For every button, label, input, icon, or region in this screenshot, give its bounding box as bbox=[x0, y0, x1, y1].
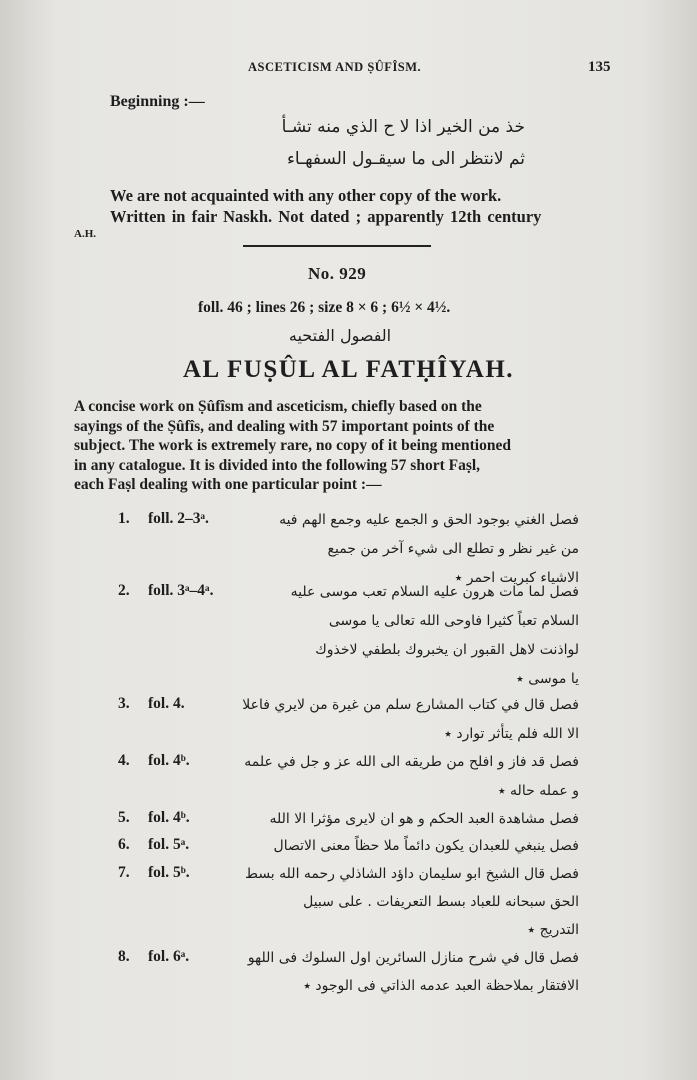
note-line: We are not acquainted with any other copy of the work. bbox=[110, 186, 502, 205]
content-entry-arabic-line: السلام تعباً كثيرا فاوحى الله تعالى يا موسى bbox=[328, 613, 579, 629]
work-title: AL FUṢÛL AL FATḤÎYAH. bbox=[182, 356, 515, 383]
content-entry-arabic-line: الاشياء كبريت احمر ٭ bbox=[454, 570, 579, 586]
content-entry-arabic-line: فصل قال في شرح منازل السائرين اول السلوك فى اللهو bbox=[247, 950, 579, 966]
page-number: 135 bbox=[588, 59, 611, 75]
content-entry-number: 6. bbox=[118, 836, 130, 853]
ah-abbreviation: A.H. bbox=[74, 228, 96, 240]
content-entry-folio: fol. 4ᵇ. bbox=[148, 809, 190, 826]
content-entry-arabic-line: فصل مشاهدة العبد الحكم و هو ان لايرى مؤثرا الا الله bbox=[269, 811, 579, 827]
folio-description: foll. 46 ; lines 26 ; size 8 × 6 ; 6½ × 4½. bbox=[198, 299, 451, 316]
divider-rule bbox=[243, 245, 431, 247]
description-line: in any catalogue. It is divided into the following 57 short Faṣl, bbox=[74, 456, 481, 474]
content-entry-number: 3. bbox=[118, 695, 130, 712]
content-entry-folio: fol. 4. bbox=[148, 695, 185, 712]
content-entry-arabic-line: فصل قد فاز و افلح من طريقه الى الله عز و جل في علمه bbox=[244, 754, 579, 770]
beginning-arabic-line-2: ثم لانتظر الى ما سيقـول السفهـاء bbox=[286, 149, 525, 169]
description-line: A concise work on Ṣûfîsm and asceticism, chiefly based on the bbox=[74, 398, 482, 415]
content-entry-number: 4. bbox=[118, 752, 130, 769]
content-entry-number: 2. bbox=[118, 582, 130, 599]
content-entry-number: 7. bbox=[118, 864, 130, 881]
content-entry-arabic-line: الافتقار بملاحظة العبد عدمه الذاتي فى الوجود ٭ bbox=[303, 978, 579, 994]
content-entry-folio: foll. 3ᵃ–4ᵃ. bbox=[148, 582, 214, 599]
arabic-title: الفصول الفتحيه bbox=[288, 326, 392, 345]
description bbox=[74, 397, 616, 495]
content-entry-arabic-line: من غير نظر و تطلع الى شيء آخر من جميع bbox=[327, 541, 579, 557]
content-entry-number: 5. bbox=[118, 809, 130, 826]
content-entry-arabic-line: و عمله حاله ٭ bbox=[497, 783, 579, 799]
content-entry-folio: fol. 5ᵇ. bbox=[148, 864, 190, 881]
content-entry-arabic-line: فصل قال الشيخ ابو سليمان داؤد الشاذلي رحمه الله بسط bbox=[245, 866, 579, 882]
note-line: Written in fair Naskh. Not dated ; apparently 12th century bbox=[110, 207, 542, 226]
description-line: sayings of the Ṣûfîs, and dealing with 57 important points of the bbox=[74, 417, 495, 435]
content-entry-folio: fol. 5ᵃ. bbox=[148, 836, 190, 853]
content-entry-arabic-line: يا موسى ٭ bbox=[516, 671, 579, 687]
content-entry-folio: fol. 6ᵃ. bbox=[148, 948, 190, 965]
content-entry-arabic-line: فصل قال في كتاب المشارع سلم من غيرة من لايري فاعلا bbox=[242, 697, 579, 713]
description-line: subject. The work is extremely rare, no copy of it being mentioned bbox=[74, 437, 511, 455]
content-entry-arabic-line: الحق سبحانه للعباد بسط التعريفات . على سبيل bbox=[303, 894, 579, 910]
content-entry-folio: foll. 2–3ᵃ. bbox=[148, 510, 209, 527]
beginning-arabic-line-1: خذ من الخير اذا لا ح الذي منه تشـأ bbox=[281, 117, 525, 137]
content-entry-number: 1. bbox=[118, 510, 130, 527]
content-entry-number: 8. bbox=[118, 948, 130, 965]
content-entry-arabic-line: الا الله فلم يتأثر توارد ٭ bbox=[444, 726, 579, 742]
content-entry-arabic-line: التدريج ٭ bbox=[527, 922, 579, 938]
content-entry-folio: fol. 4ᵇ. bbox=[148, 752, 190, 769]
entry-number: No. 929 bbox=[308, 264, 367, 283]
beginning-label: Beginning :— bbox=[110, 93, 205, 110]
content-entry-arabic-line: لواذنت لاهل القبور ان يخبروك بلطفي لاخذوك bbox=[315, 642, 579, 658]
content-entry-arabic-line: فصل لما مات هرون عليه السلام تعب موسى عليه bbox=[290, 584, 579, 600]
running-head: ASCETICISM AND ṢÛFÎSM. bbox=[248, 60, 422, 74]
description-line: each Faṣl dealing with one particular point :— bbox=[74, 476, 382, 494]
content-entry-arabic-line: فصل ينبغي للعبدان يكون دائماً ملا حظاً معنى الاتصال bbox=[273, 838, 579, 854]
content-entry-arabic-line: فصل الغني بوجود الحق و الجمع عليه وجمع الهم فيه bbox=[279, 512, 579, 528]
